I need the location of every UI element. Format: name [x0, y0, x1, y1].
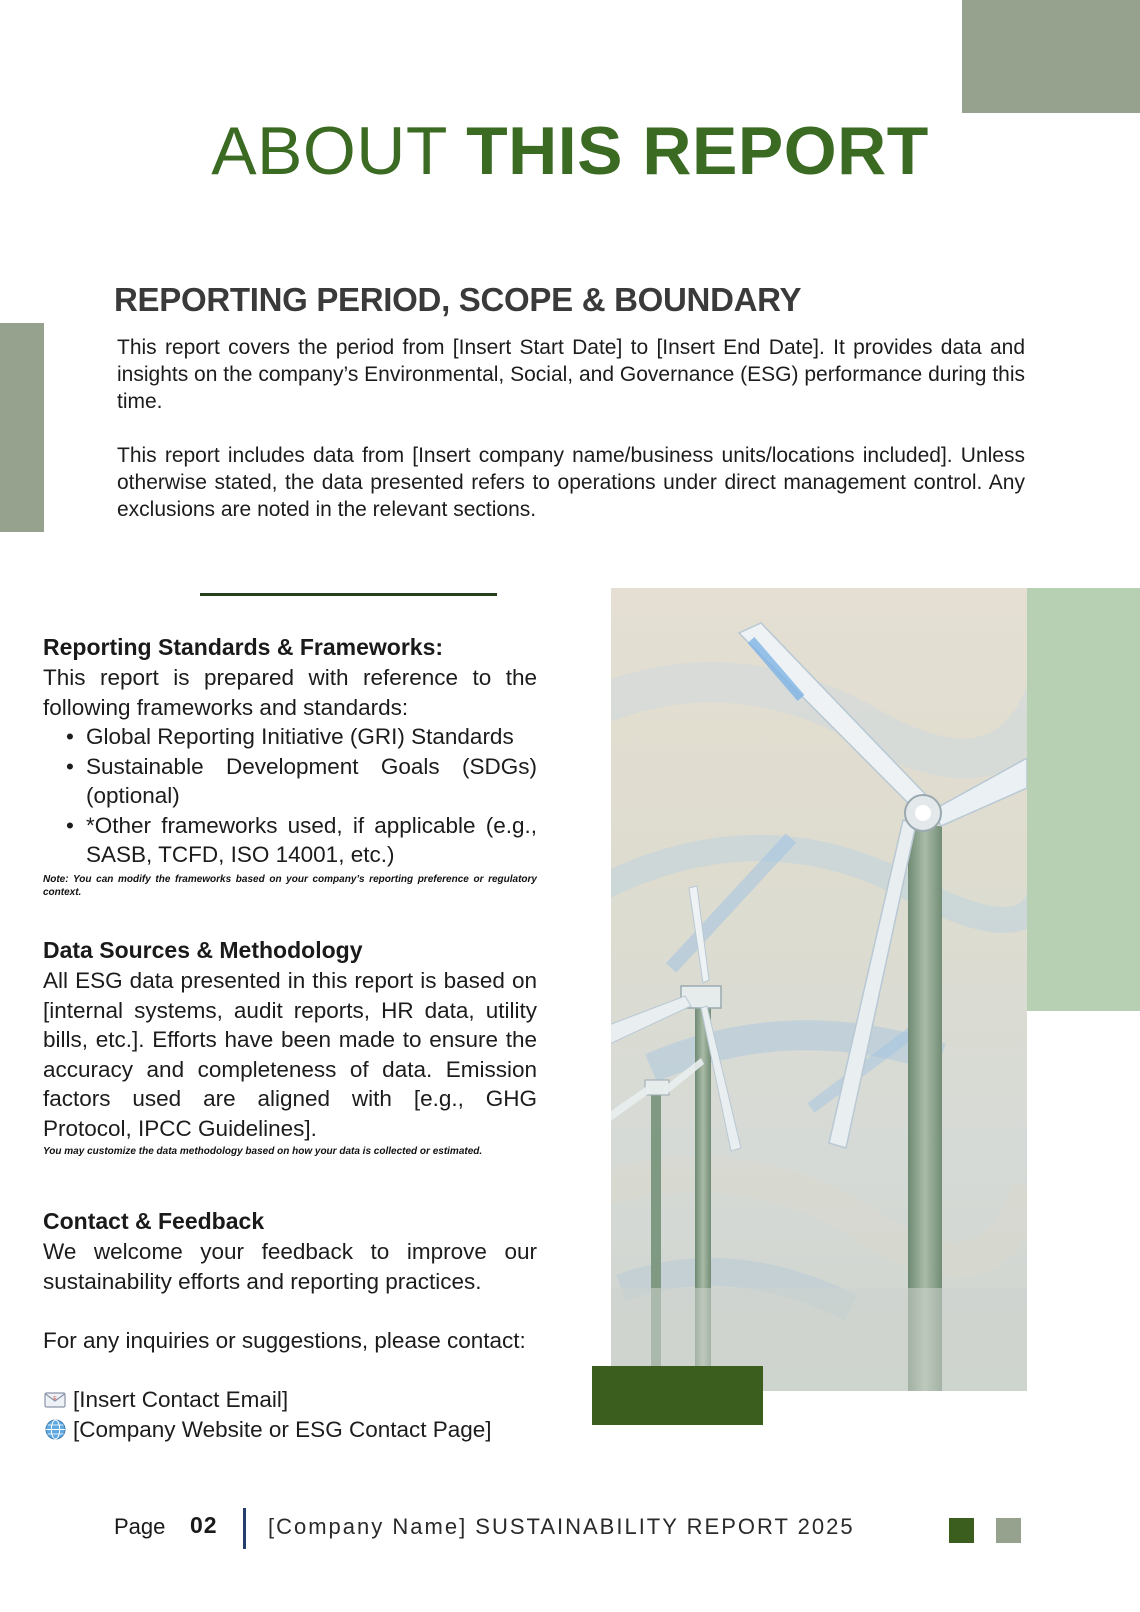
footer-divider — [243, 1508, 246, 1549]
contact-email[interactable]: [Insert Contact Email] — [73, 1387, 289, 1412]
page-title — [0, 112, 1140, 190]
decorative-block-left — [0, 323, 44, 532]
standards-intro: This report is prepared with reference to the following frameworks and standards: — [43, 665, 537, 720]
scope-paragraph-2: This report includes data from [Insert company name/business units/locations included]. Unless otherwise stated, the data presented refers to operations under direct management control. Any exclusions are noted in the relevant sections. — [117, 444, 1025, 521]
footer-page-number: 02 — [190, 1512, 218, 1538]
contact-heading: Contact & Feedback — [43, 1208, 265, 1234]
decorative-block-top-right — [962, 0, 1140, 113]
footer-report-title: [Company Name] SUSTAINABILITY REPORT 2025 — [268, 1514, 855, 1539]
standards-note: Note: You can modify the frameworks based on your company’s reporting preference or regulatory context. — [43, 874, 537, 898]
wind-turbine-image — [611, 588, 1027, 1391]
footer-square-sage — [996, 1518, 1021, 1543]
contact-website[interactable]: [Company Website or ESG Contact Page] — [73, 1417, 492, 1442]
section-divider-line — [200, 593, 497, 596]
contact-website-line — [43, 1415, 537, 1445]
standards-heading: Reporting Standards & Frameworks: — [43, 634, 444, 660]
decorative-block-right — [1027, 588, 1140, 1011]
list-item: • Global Reporting Initiative (GRI) Standards — [86, 722, 537, 752]
list-item: • Sustainable Development Goals (SDGs) (optional) — [86, 752, 537, 811]
page-title-bold: THIS REPORT — [466, 113, 929, 189]
envelope-icon — [43, 1389, 67, 1411]
footer-square-dark — [949, 1518, 974, 1543]
list-item: • *Other frameworks used, if applicable (e.g., SASB, TCFD, ISO 14001, etc.) — [86, 811, 537, 870]
methodology-note: You may customize the data methodology based on how your data is collected or estimated. — [43, 1146, 483, 1157]
methodology-heading: Data Sources & Methodology — [43, 937, 363, 963]
decorative-block-dark — [592, 1366, 763, 1425]
scope-heading: REPORTING PERIOD, SCOPE & BOUNDARY — [114, 281, 802, 318]
contact-body-2: For any inquiries or suggestions, please contact: — [43, 1328, 526, 1353]
svg-text:E: E — [53, 1395, 57, 1402]
footer-page-label: Page — [114, 1514, 166, 1539]
scope-paragraph-1: This report covers the period from [Insert Start Date] to [Insert End Date]. It provides data and insights on the company’s Environmental, Social, and Governance (ESG) performance during this time. — [117, 336, 1025, 413]
globe-icon — [43, 1419, 67, 1441]
standards-list — [43, 722, 537, 870]
contact-email-line — [43, 1385, 537, 1415]
contact-body: We welcome your feedback to improve our sustainability efforts and reporting practices. — [43, 1239, 537, 1294]
page-title-light: ABOUT — [211, 113, 447, 189]
standards-section — [43, 663, 537, 870]
methodology-body: All ESG data presented in this report is based on [internal systems, audit reports, HR data, utility bills, etc.]. Efforts have been made to ensure the accuracy and completeness of data. Emission factors used are aligned with [e.g., GHG Protocol, IPCC Guidelines]. — [43, 968, 537, 1141]
